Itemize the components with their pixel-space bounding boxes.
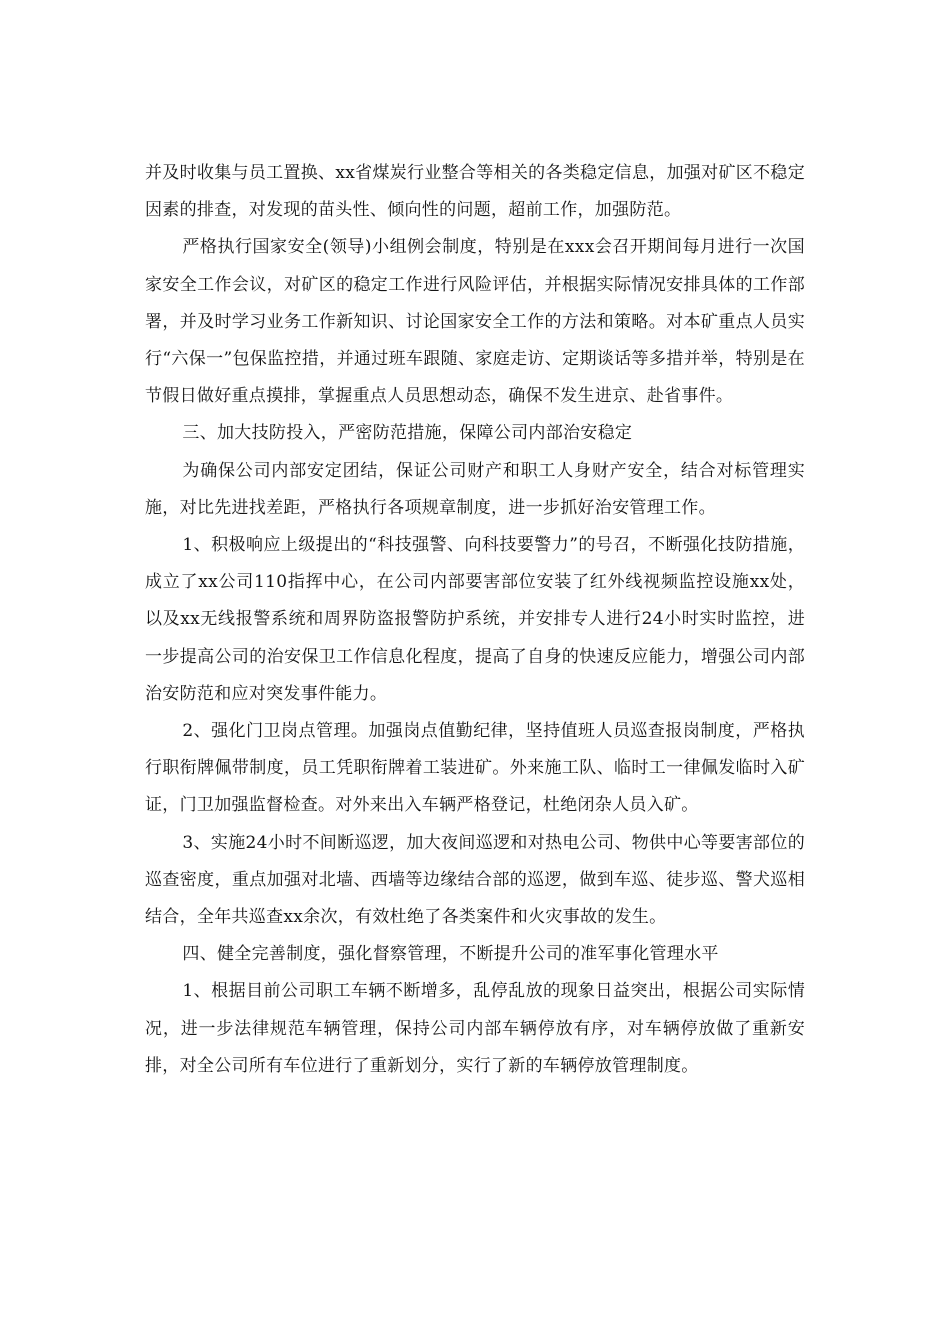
paragraph-item-1-tech: 1、积极响应上级提出的“科技强警、向科技要警力”的号召，不断强化技防措施，成立了xx公司110指挥中心，在公司内部要害部位安装了红外线视频监控设施xx处，以及xx无线报警系统和周界防盗报警防护系统，并安排专人进行24小时实时监控，进一步提高公司的治安保卫工作信息化程度，提高了自身的快速反应能力，增强公司内部治安防范和应对突发事件能力。 [145, 535, 805, 704]
section-heading-3: 三、加大技防投入，严密防范措施，保障公司内部治安稳定 [182, 423, 633, 444]
section-heading-4: 四、健全完善制度，强化督察管理，不断提升公司的准军事化管理水平 [182, 944, 719, 965]
paragraph-item-3-patrol: 3、实施24小时不间断巡逻，加大夜间巡逻和对热电公司、物供中心等要害部位的巡查密度，重点加强对北墙、西墙等边缘结合部的巡逻，做到车巡、徒步巡、警犬巡相结合，全年共巡查xx余次，有效杜绝了各类案件和火灾事故的发生。 [145, 832, 805, 928]
paragraph-continuation: 并及时收集与员工置换、xx省煤炭行业整合等相关的各类稳定信息，加强对矿区不稳定因素的排查，对发现的苗头性、倾向性的问题，超前工作，加强防范。 [145, 163, 805, 221]
paragraph-safety-meeting: 严格执行国家安全(领导)小组例会制度，特别是在xxx会召开期间每月进行一次国家安全工作会议，对矿区的稳定工作进行风险评估，并根据实际情况安排具体的工作部署，并及时学习业务工作新知识、讨论国家安全工作的方法和策略。对本矿重点人员实行“六保一”包保监控措，并通过班车跟随、家庭走访、定期谈话等多措并举，特别是在节假日做好重点摸排，掌握重点人员思想动态，确保不发生进京、赴省事件。 [145, 237, 805, 407]
document-body [145, 155, 805, 1085]
paragraph-item-1-vehicles: 1、根据目前公司职工车辆不断增多，乱停乱放的现象日益突出，根据公司实际情况，进一步法律规范车辆管理，保持公司内部车辆停放有序，对车辆停放做了重新安排，对全公司所有车位进行了重新划分，实行了新的车辆停放管理制度。 [145, 981, 805, 1076]
paragraph-section-3-intro: 为确保公司内部安定团结，保证公司财产和职工人身财产安全，结合对标管理实施，对比先进找差距，严格执行各项规章制度，进一步抓好治安管理工作。 [145, 460, 805, 518]
paragraph-item-2-gate: 2、强化门卫岗点管理。加强岗点值勤纪律，坚持值班人员巡查报岗制度，严格执行职衔牌佩带制度，员工凭职衔牌着工装进矿。外来施工队、临时工一律佩发临时入矿证，门卫加强监督检查。对外来出入车辆严格登记，杜绝闭杂人员入矿。 [145, 721, 805, 816]
